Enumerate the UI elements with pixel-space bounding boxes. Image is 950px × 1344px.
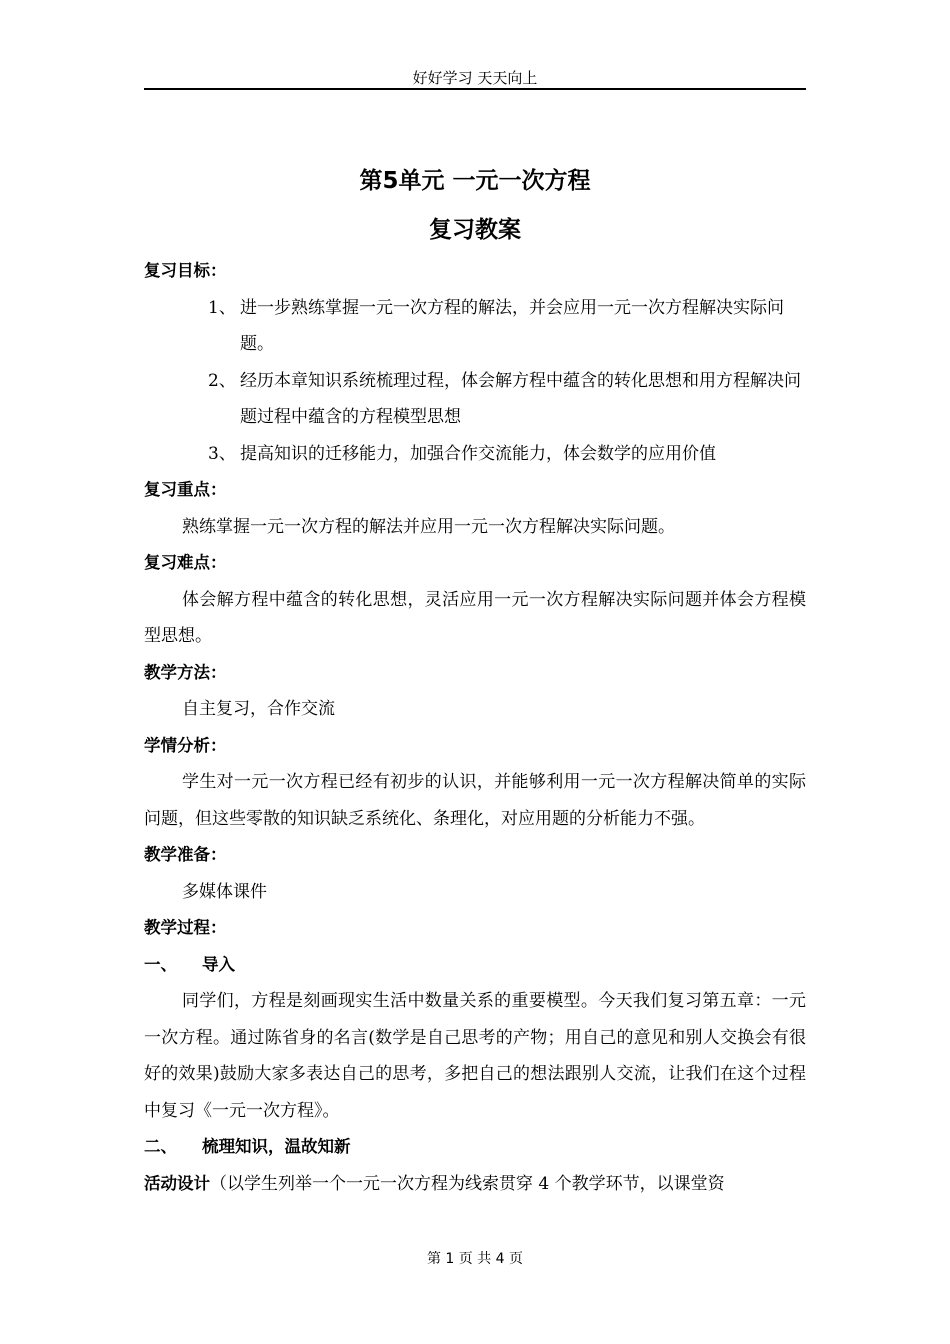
section-heading-intro bbox=[144, 947, 806, 984]
analysis-heading: 学情分析： bbox=[144, 735, 227, 755]
analysis-text: 学生对一元一次方程已经有初步的认识，并能够利用一元一次方程解决简单的实际问题，但这些零散的知识缺乏系统化、条理化，对应用题的分析能力不强。 bbox=[144, 772, 806, 829]
section-title: 梳理知识，温故知新 bbox=[202, 1137, 351, 1156]
goal-number: 2、 bbox=[208, 370, 236, 391]
goal-number: 1、 bbox=[208, 297, 236, 318]
goal-text: 进一步熟练掌握一元一次方程的解法，并会应用一元一次方程解决实际问题。 bbox=[240, 297, 784, 354]
section-title: 导入 bbox=[202, 954, 235, 974]
focus-text: 熟练掌握一元一次方程的解法并应用一元一次方程解决实际问题。 bbox=[182, 516, 675, 537]
intro-text: 同学们，方程是刻画现实生活中数量关系的重要模型。今天我们复习第五章：一元一次方程。通过陈省身的名言(数学是自己思考的产物；用自己的意见和别人交换会有很好的效果)鼓励大家多表达自己的思考，多把自己的想法跟别人交流，让我们在这个过程中复习《一元一次方程》。 bbox=[144, 991, 806, 1121]
section-number: 二、 bbox=[144, 1137, 177, 1156]
difficulty-heading: 复习难点： bbox=[144, 553, 227, 572]
section-number: 一、 bbox=[144, 954, 177, 974]
goal-item-3 bbox=[144, 436, 806, 473]
process-heading: 教学过程： bbox=[144, 918, 227, 937]
goal-item-1 bbox=[144, 290, 806, 363]
goal-number: 3、 bbox=[208, 443, 236, 464]
method-heading: 教学方法： bbox=[144, 662, 227, 682]
activity-text: （以学生列举一个一元一次方程为线索贯穿 4 个教学环节，以课堂资 bbox=[210, 1173, 725, 1194]
goal-text: 经历本章知识系统梳理过程，体会解方程中蕴含的转化思想和用方程解决问题过程中蕴含的方程模型思想 bbox=[240, 370, 801, 427]
document-body bbox=[144, 253, 806, 1202]
document-title: 第5单元 一元一次方程 bbox=[359, 168, 591, 194]
method-text: 自主复习，合作交流 bbox=[182, 699, 335, 719]
header-rule bbox=[144, 88, 806, 90]
activity-label: 活动设计 bbox=[144, 1173, 210, 1193]
goals-heading: 复习目标： bbox=[144, 261, 227, 280]
prep-heading: 教学准备： bbox=[144, 845, 227, 864]
page-header: 好好学习 天天向上 bbox=[412, 69, 538, 87]
goal-item-2 bbox=[144, 363, 806, 436]
focus-heading: 复习重点： bbox=[144, 480, 227, 499]
goal-text: 提高知识的迁移能力，加强合作交流能力，体会数学的应用价值 bbox=[240, 443, 716, 464]
activity-paragraph bbox=[144, 1166, 806, 1203]
section-heading-review bbox=[144, 1129, 806, 1166]
difficulty-text: 体会解方程中蕴含的转化思想，灵活应用一元一次方程解决实际问题并体会方程模型思想。 bbox=[144, 589, 806, 646]
prep-text: 多媒体课件 bbox=[182, 881, 267, 902]
document-subtitle: 复习教案 bbox=[429, 217, 521, 243]
page-footer: 第 1 页 共 4 页 bbox=[426, 1251, 524, 1267]
